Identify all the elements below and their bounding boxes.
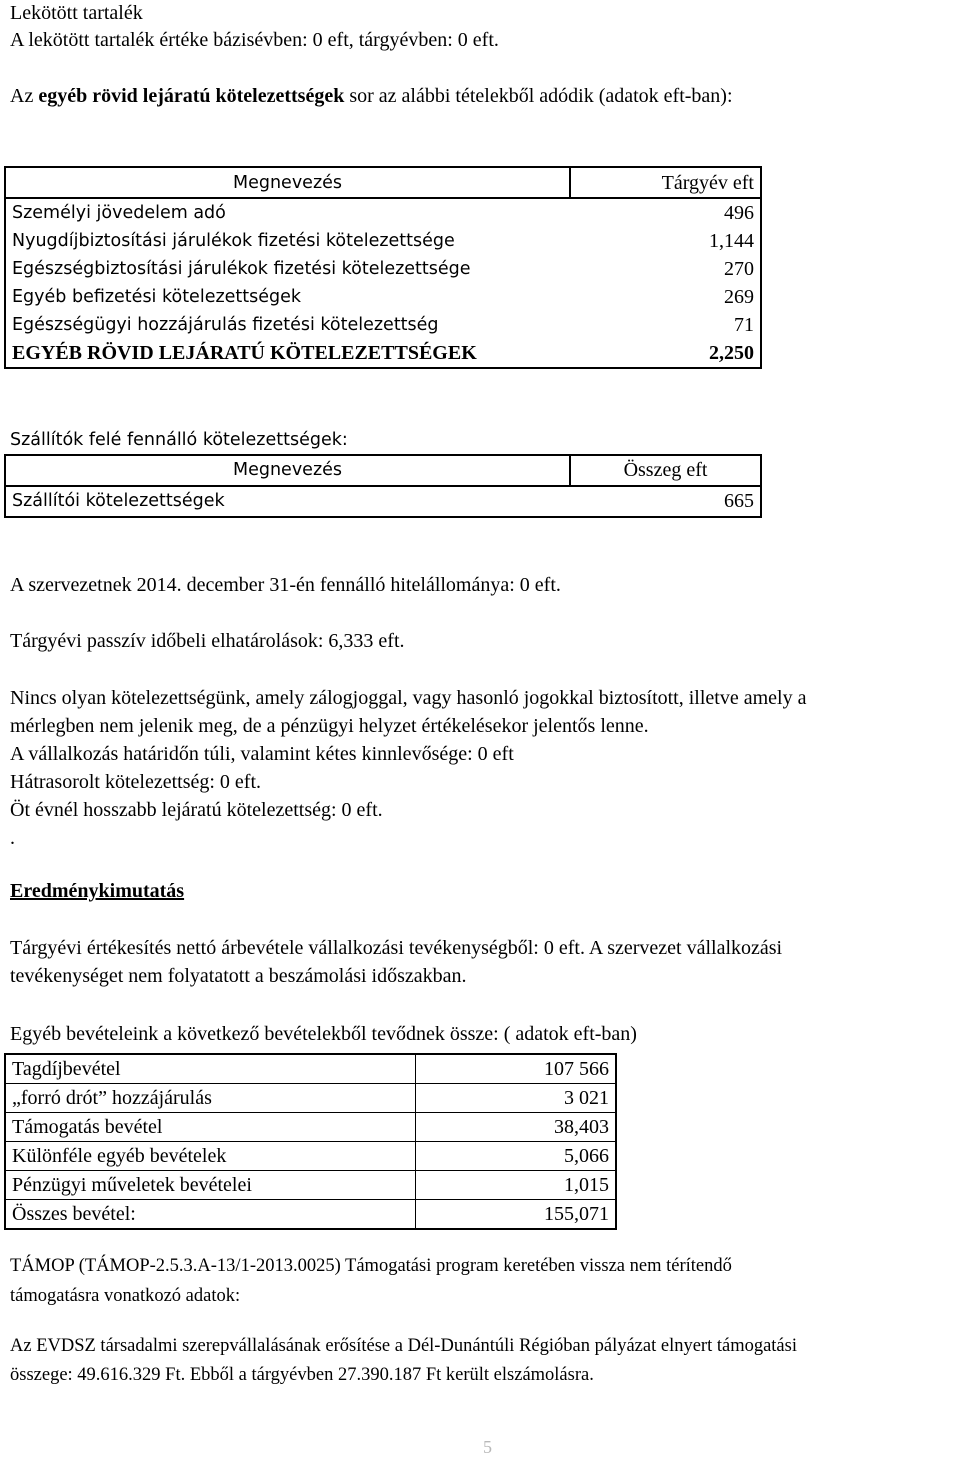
row-name: Különféle egyéb bevételek: [5, 1142, 415, 1171]
table-row: [5, 198, 761, 227]
table-row: [5, 486, 761, 517]
intro-before: Az: [10, 85, 39, 107]
row-value: 71: [734, 314, 754, 336]
suppliers-header-name: Megnevezés: [5, 455, 570, 486]
row-value: 1,144: [709, 230, 754, 252]
row-name: Egészségügyi hozzájárulás fizetési kötelezettség: [12, 315, 439, 335]
liabilities-header-value: Tárgyév eft: [570, 167, 761, 198]
table-row: [5, 311, 761, 339]
row-value: 5,066: [415, 1142, 616, 1171]
row-value: 665: [724, 490, 754, 512]
overdue-text: A vállalkozás határidőn túli, valamint kétes kinnlevősége: 0 eft: [10, 743, 514, 765]
table-row: [5, 255, 761, 283]
liabilities-table: [4, 166, 762, 369]
liabilities-total-row: [5, 339, 761, 368]
intro-after: sor az alábbi tételekből adódik (adatok eft-ban):: [344, 85, 733, 107]
suppliers-header-row: [5, 455, 761, 486]
tamop-line2: támogatásra vonatkozó adatok:: [10, 1286, 241, 1306]
tamop-line3: Az EVDSZ társadalmi szerepvállalásának erősítése a Dél-Dunántúli Régióban pályázat elnyert támogatási: [10, 1336, 797, 1356]
row-name: Nyugdíjbiztosítási járulékok fizetési kötelezettsége: [12, 231, 455, 251]
table-row: [5, 1171, 616, 1200]
pledge-text-line1: Nincs olyan kötelezettségünk, amely zálogjoggal, vagy hasonló jogokkal biztosított, illetve amely a: [10, 687, 807, 709]
row-name: „forró drót” hozzájárulás: [5, 1084, 415, 1113]
table-row: [5, 1054, 616, 1084]
income-statement-heading: Eredménykimutatás: [10, 880, 185, 902]
accruals-text: Tárgyévi passzív időbeli elhatárolások: 6,333 eft.: [10, 630, 405, 652]
row-name: Pénzügyi műveletek bevételei: [5, 1171, 415, 1200]
pledge-text-line2: mérlegben nem jelenik meg, de a pénzügyi helyzet értékelésekor jelentős lenne.: [10, 715, 649, 737]
row-value: 155,071: [415, 1200, 616, 1230]
row-value: 3 021: [415, 1084, 616, 1113]
row-value: 270: [724, 258, 754, 280]
income-table: [4, 1053, 617, 1230]
suppliers-table: [4, 454, 762, 518]
table-row: [5, 227, 761, 255]
row-name: Egyéb befizetési kötelezettségek: [12, 287, 302, 307]
other-income-intro: Egyéb bevételeink a következő bevételekből tevődnek össze: ( adatok eft-ban): [10, 1023, 637, 1045]
locked-capital-text: A lekötött tartalék értéke bázisévben: 0 eft, tárgyévben: 0 eft.: [10, 29, 499, 51]
table-row: [5, 1084, 616, 1113]
row-value: 107 566: [415, 1054, 616, 1084]
row-name: Személyi jövedelem adó: [12, 203, 226, 223]
row-value: 269: [724, 286, 754, 308]
total-value: 2,250: [709, 342, 754, 364]
long-term-text: Öt évnél hosszabb lejáratú kötelezettség: 0 eft.: [10, 799, 383, 821]
row-name: Egészségbiztosítási járulékok fizetési kötelezettsége: [12, 259, 471, 279]
tamop-line1: TÁMOP (TÁMOP-2.5.3.A-13/1-2013.0025) Támogatási program keretében vissza nem térítendő: [10, 1256, 732, 1276]
subordinated-text: Hátrasorolt kötelezettség: 0 eft.: [10, 771, 262, 793]
table-row: [5, 1113, 616, 1142]
locked-capital-title: Lekötött tartalék: [10, 2, 143, 24]
row-name: Összes bevétel:: [5, 1200, 415, 1230]
separator-dot: .: [10, 827, 15, 849]
tamop-line4: összege: 49.616.329 Ft. Ebből a tárgyévben 27.390.187 Ft került elszámolásra.: [10, 1365, 594, 1385]
page-number: 5: [483, 1437, 492, 1457]
table-row: [5, 283, 761, 311]
row-name: Tagdíjbevétel: [5, 1054, 415, 1084]
short-term-intro: [10, 83, 733, 109]
row-value: 1,015: [415, 1171, 616, 1200]
row-name: Szállítói kötelezettségek: [12, 491, 225, 511]
liabilities-header-row: [5, 167, 761, 198]
revenue-text-line1: Tárgyévi értékesítés nettó árbevétele vállalkozási tevékenységből: 0 eft. A szervezet vállalkozási: [10, 937, 783, 959]
table-row: [5, 1142, 616, 1171]
row-name: Támogatás bevétel: [5, 1113, 415, 1142]
intro-bold: egyéb rövid lejáratú kötelezettségek: [38, 85, 345, 107]
table-row: [5, 1200, 616, 1230]
revenue-text-line2: tevékenységet nem folyatatott a beszámolási időszakban.: [10, 965, 467, 987]
liabilities-header-name: Megnevezés: [5, 167, 570, 198]
row-value: 496: [724, 202, 754, 224]
row-value: 38,403: [415, 1113, 616, 1142]
loans-text: A szervezetnek 2014. december 31-én fennálló hitelállománya: 0 eft.: [10, 574, 561, 596]
suppliers-title: Szállítók felé fennálló kötelezettségek:: [10, 430, 348, 450]
total-name: EGYÉB RÖVID LEJÁRATÚ KÖTELEZETTSÉGEK: [12, 342, 477, 364]
suppliers-header-value: Összeg eft: [570, 455, 761, 486]
